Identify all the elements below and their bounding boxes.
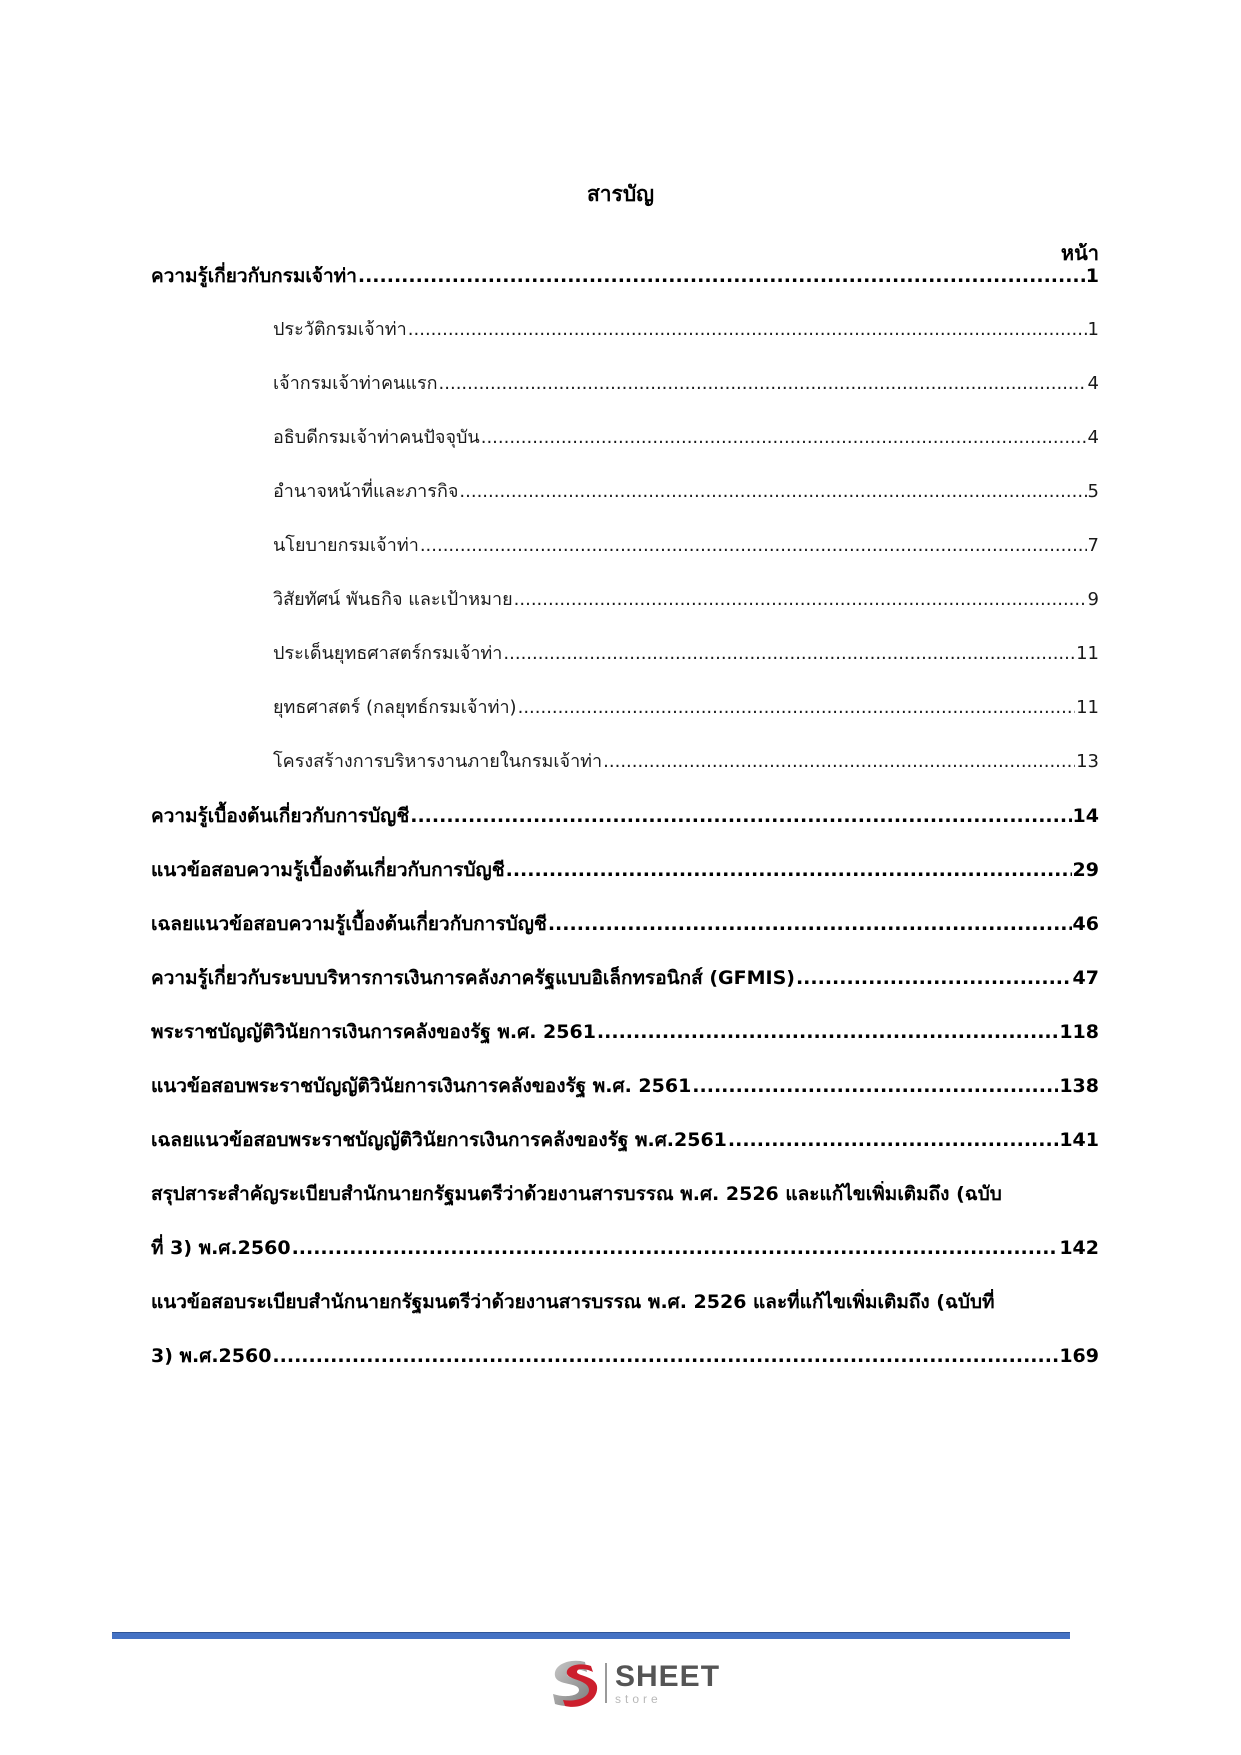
toc-leader [408,317,1087,343]
toc-page-number: 11 [1076,643,1099,664]
toc-page-number: 7 [1087,535,1099,556]
logo-divider [605,1663,607,1703]
toc-entry-label: ยุทธศาสตร์ (กลยุทธ์กรมเจ้าท่า) [273,697,517,718]
toc-subentry[interactable] [273,371,1099,397]
toc-entry[interactable] [151,1181,1099,1261]
toc-subentry[interactable] [273,749,1099,775]
toc-leader [518,695,1076,721]
toc-leader [420,533,1087,559]
toc-entry-label: ประวัติกรมเจ้าท่า [273,319,407,340]
logo-subtext: store [615,1691,662,1706]
toc-entry-label: เฉลยแนวข้อสอบความรู้เบื้องต้นเกี่ยวกับการบัญชี [151,913,547,935]
toc-leader [410,803,1071,829]
logo-wordmark: SHEET [615,1659,721,1693]
toc-page-number: 1 [1087,319,1099,340]
toc-page-number: 169 [1059,1345,1099,1367]
toc-page-number: 46 [1072,913,1099,935]
toc-subentry[interactable] [273,587,1099,613]
toc-page-number: 5 [1087,481,1099,502]
page-title: สารบัญ [586,182,655,206]
toc-leader [439,371,1087,397]
toc-subentry[interactable] [273,533,1099,559]
toc-entry-label: ความรู้เกี่ยวกับกรมเจ้าท่า [151,265,357,287]
toc-page-number: 1 [1085,265,1099,287]
toc-entry-label-line1: แนวข้อสอบระเบียบสำนักนายกรัฐมนตรีว่าด้วยงานสารบรรณ พ.ศ. 2526 และที่แก้ไขเพิ่มเติมถึง (ฉบับที่ [151,1291,995,1313]
toc-entry[interactable] [151,1073,1099,1099]
toc-entry-label-line2: ที่ 3) พ.ศ.2560 [151,1237,291,1259]
toc-leader [796,965,1072,991]
toc-entry-label: อธิบดีกรมเจ้าท่าคนปัจจุบัน [273,427,480,448]
toc-page-number: 138 [1059,1075,1099,1097]
toc-subentry[interactable] [273,641,1099,667]
toc-leader [272,1343,1058,1369]
toc-entry-label: เจ้ากรมเจ้าท่าคนแรก [273,373,438,394]
toc-subentry[interactable] [273,425,1099,451]
toc-page-number: 4 [1087,373,1099,394]
page-column-label: หน้า [1060,241,1099,265]
toc-leader [597,1019,1058,1045]
toc-entry[interactable] [151,857,1099,883]
toc-entry-label-line1: สรุปสาระสำคัญระเบียบสำนักนายกรัฐมนตรีว่าด้วยงานสารบรรณ พ.ศ. 2526 และแก้ไขเพิ่มเติมถึง (ฉบับ [151,1183,1002,1205]
toc-leader [692,1073,1058,1099]
toc-entry-label: ประเด็นยุทธศาสตร์กรมเจ้าท่า [273,643,503,664]
toc-entry-label: โครงสร้างการบริหารงานภายในกรมเจ้าท่า [273,751,603,772]
toc-leader [514,587,1087,613]
toc-entry-label: ความรู้เบื้องต้นเกี่ยวกับการบัญชี [151,805,410,827]
toc-entry-label: ความรู้เกี่ยวกับระบบบริหารการเงินการคลังภาครัฐแบบอิเล็กทรอนิกส์ (GFMIS) [151,967,795,989]
toc-entry-label: วิสัยทัศน์ พันธกิจ และเป้าหมาย [273,589,513,610]
toc-entry[interactable] [151,911,1099,937]
toc-subentry[interactable] [273,479,1099,505]
toc-entry-label: เฉลยแนวข้อสอบพระราชบัญญัติวินัยการเงินการคลังของรัฐ พ.ศ.2561 [151,1129,727,1151]
toc-page-number: 13 [1076,751,1099,772]
toc-entry[interactable] [151,965,1099,991]
toc-entry-label: แนวข้อสอบพระราชบัญญัติวินัยการเงินการคลังของรัฐ พ.ศ. 2561 [151,1075,692,1097]
toc-entry[interactable] [151,1019,1099,1045]
toc-leader [481,425,1087,451]
toc-entry-label: แนวข้อสอบความรู้เบื้องต้นเกี่ยวกับการบัญชี [151,859,505,881]
toc-leader [292,1235,1059,1261]
toc-page-number: 118 [1059,1021,1099,1043]
toc-subentry[interactable] [273,695,1099,721]
toc-entry-label: พระราชบัญญัติวินัยการเงินการคลังของรัฐ พ.ศ. 2561 [151,1021,596,1043]
toc-page-number: 11 [1076,697,1099,718]
toc-subentry[interactable] [273,317,1099,343]
toc-page-number: 14 [1072,805,1099,827]
toc-page-number: 9 [1087,589,1099,610]
toc-leader [728,1127,1058,1153]
sheet-store-s-logo-icon [545,1656,601,1710]
toc-entry[interactable] [151,803,1099,829]
toc-entry-label: อำนาจหน้าที่และภารกิจ [273,481,459,502]
toc-leader [506,857,1072,883]
toc-page-number: 47 [1072,967,1099,989]
toc-entry-label: นโยบายกรมเจ้าท่า [273,535,419,556]
footer-rule [112,1632,1070,1639]
toc-page-number: 141 [1059,1129,1099,1151]
toc-page-number: 4 [1087,427,1099,448]
toc-leader [603,749,1075,775]
toc-entry[interactable] [151,1289,1099,1369]
toc-entry-label-line2: 3) พ.ศ.2560 [151,1345,272,1367]
toc-entry[interactable] [151,1127,1099,1153]
toc-leader [459,479,1086,505]
toc-page-number: 29 [1072,859,1099,881]
toc-leader [548,911,1072,937]
footer-logo [545,1656,720,1710]
toc-leader [503,641,1075,667]
toc-entry[interactable] [151,263,1099,289]
toc-page-number: 142 [1059,1237,1099,1259]
toc-leader [358,263,1085,289]
